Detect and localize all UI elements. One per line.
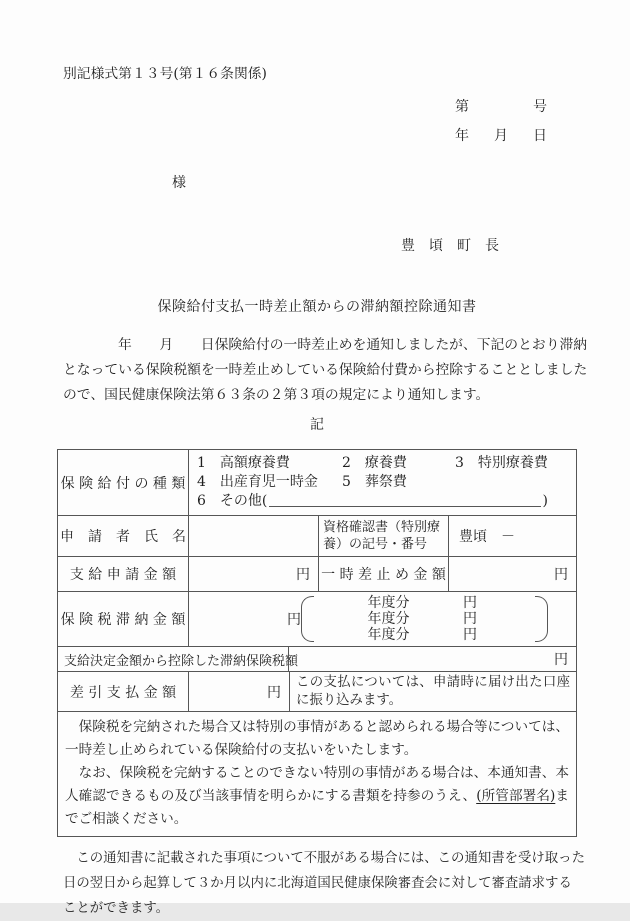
- form-number: 別記様式第１３号(第１６条関係): [63, 66, 267, 82]
- doc-number-prefix: 第: [455, 99, 469, 115]
- yen-unit: 円: [554, 652, 568, 668]
- row-amounts: [58, 556, 576, 591]
- body-line: ので、国民健康保険法第６３条の２第３項の規定により通知します。: [63, 387, 490, 403]
- option-other-underline: [269, 493, 540, 507]
- application-amount-field: [188, 557, 318, 591]
- fiscal-year-label: 年度分: [367, 627, 410, 643]
- benefit-type-options: [188, 450, 576, 515]
- option-other-close-paren: ): [542, 493, 548, 509]
- yen-unit: 円: [287, 612, 301, 628]
- applicant-name-label: 申 請 者 氏 名: [60, 529, 186, 545]
- cert-number-label: 資格確認書（特別療養）の記号・番号: [318, 516, 448, 556]
- fiscal-year-line: [314, 611, 535, 627]
- row-benefit-type: [58, 450, 576, 515]
- deducted-amount-field: [288, 647, 576, 671]
- department-name-underlined: (所管部署名): [476, 788, 556, 804]
- benefit-option-5: 5 葬祭費: [342, 474, 407, 490]
- yen-unit: 円: [463, 611, 477, 627]
- application-amount-label: 支 給 申 請 金 額: [69, 567, 177, 583]
- footer-line: ことができます。: [63, 901, 170, 916]
- fiscal-year-label: 年度分: [367, 595, 410, 611]
- arrears-amount-field: [188, 592, 576, 646]
- benefits-table: [57, 449, 577, 837]
- note-para1: 保険税を完納された場合又は特別の事情があると認められる場合等については、一時差し止められている保険給付の支払いをいたします。: [65, 719, 569, 758]
- benefit-option-2: 2 療養費: [342, 455, 407, 471]
- doc-number-suffix: 号: [533, 99, 547, 115]
- benefit-option-1: 1 高額療養費: [197, 455, 290, 471]
- document-title: 保険給付支払一時差止額からの滞納額控除通知書: [157, 299, 477, 315]
- benefit-option-3: 3 特別療養費: [455, 455, 548, 471]
- big-paren-right: [535, 596, 548, 642]
- footer-line: 日の翌日から起算して３か月以内に北海道国民健康保険審査会に対して審査請求する: [63, 876, 572, 891]
- date-year-label: 年: [455, 128, 469, 144]
- body-line: 年 月 日保険給付の一時差止めを通知しましたが、下記のとおり滞納: [118, 337, 588, 353]
- sender-title: 豊 頃 町 長: [401, 238, 499, 254]
- addressee-honorific: 様: [172, 175, 186, 191]
- doc-number: [455, 96, 547, 116]
- net-payment-field: [188, 672, 289, 711]
- note-para2-text: なお、保険税を完納することのできない特別の事情がある場合は、本通知書、本人確認できるもの及び当該事情を明らかにする書類を持参のうえ、: [65, 765, 569, 804]
- fiscal-year-label: 年度分: [367, 611, 410, 627]
- benefit-option-6: 6 その他(: [197, 493, 268, 509]
- record-mark: 記: [310, 417, 324, 433]
- row-arrears: [58, 591, 576, 646]
- fiscal-year-line: [314, 595, 535, 611]
- payment-note: この支払については、申請時に届け出た口座に振り込みます。: [289, 672, 576, 711]
- benefit-options-line-1: [197, 454, 576, 472]
- benefit-type-label: 保 険 給 付 の 種 類: [60, 475, 186, 492]
- note-para2-text: までご相談ください。: [65, 788, 569, 827]
- fiscal-year-line: [314, 627, 535, 643]
- benefit-options-line-3: [197, 492, 576, 510]
- yen-unit: 円: [296, 567, 310, 583]
- table-note: [58, 711, 576, 836]
- net-payment-label: 差 引 支 払 金 額: [69, 684, 177, 701]
- date-day-label: 日: [533, 128, 547, 144]
- row-deducted: [58, 646, 576, 671]
- benefit-option-4: 4 出産育児一時金: [197, 474, 318, 490]
- date-month-label: 月: [494, 128, 508, 144]
- suspension-amount-field: [448, 557, 576, 591]
- yen-unit: 円: [463, 595, 477, 611]
- deducted-label: 支給決定金額から控除した滞納保険税額: [64, 653, 299, 669]
- row-net-payment: [58, 671, 576, 711]
- footer-line: この通知書に記載された事項について不服がある場合には、この通知書を受け取った: [63, 851, 585, 866]
- cert-number-value: 豊頃 －: [448, 516, 576, 556]
- issue-date: [455, 125, 547, 145]
- body-paragraph: [63, 333, 588, 408]
- yen-unit: 円: [267, 684, 281, 701]
- benefit-options-line-2: [197, 473, 576, 491]
- applicant-name-field: [188, 516, 318, 556]
- row-applicant: [58, 515, 576, 556]
- yen-unit: 円: [554, 567, 568, 583]
- fiscal-year-breakdown: [314, 595, 535, 643]
- suspension-amount-label: 一 時 差 止 め 金 額: [318, 557, 448, 591]
- arrears-label: 保 険 税 滞 納 金 額: [60, 612, 186, 628]
- note-para2: [65, 762, 569, 831]
- body-line: となっている保険税額を一時差止めしている保険給付費から控除することとしました: [63, 362, 588, 378]
- yen-unit: 円: [463, 627, 477, 643]
- addressee-line: [57, 172, 577, 192]
- footer-paragraph: [63, 846, 585, 921]
- big-paren-left: [301, 596, 314, 642]
